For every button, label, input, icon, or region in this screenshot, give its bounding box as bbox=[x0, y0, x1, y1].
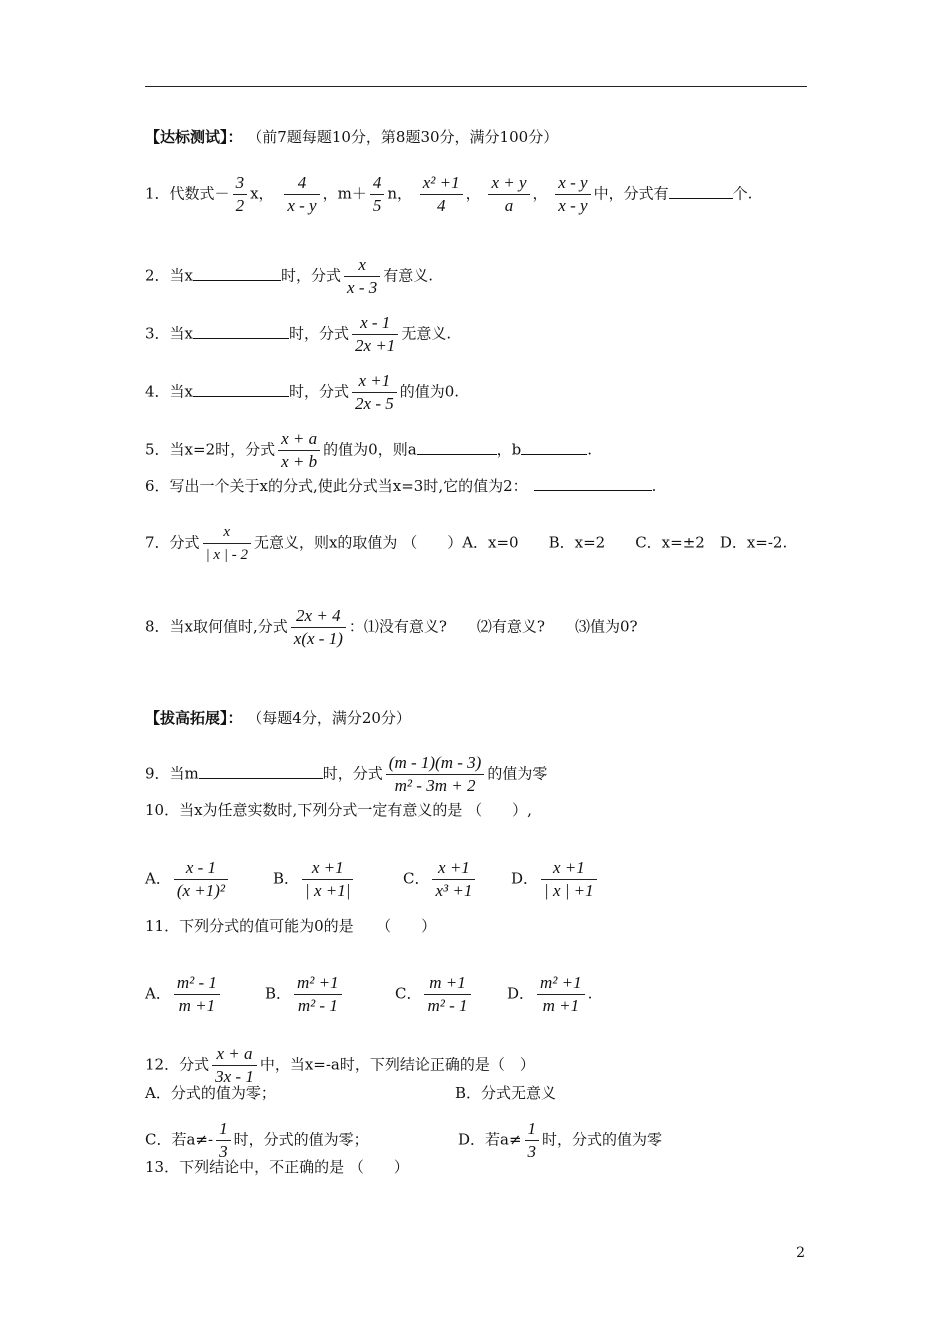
question-number: 1． bbox=[145, 184, 170, 203]
question-1: 1．代数式－ $\frac{3}{2}$ x， $\frac{4}{x - y}$ ，m＋ $\frac{4}{5}$ n， $\frac{\text{x² +1}}{4}$ ， $\frac{x + y}{a}$ ， $\frac{x - y}{x - y}$ 中，分式有 个. bbox=[145, 173, 753, 215]
option-a[interactable]: A． $\frac{x - 1}{\text{(x +1)²}}$ bbox=[145, 857, 273, 902]
option-b[interactable]: B． $\frac{x +1}{| x +1|}$ bbox=[273, 857, 403, 902]
answer-blank-b[interactable] bbox=[521, 438, 587, 455]
answer-blank[interactable] bbox=[199, 762, 323, 779]
question-10-options bbox=[145, 857, 600, 900]
question-5: 5．当x=2时，分式 $\frac{x + a}{x + b}$ 的值为0，则a ，b . bbox=[145, 429, 593, 471]
question-3: 3．当x 时，分式 $\frac{x - 1}{2x +1}$ 无意义. bbox=[145, 313, 452, 355]
page-number: 2 bbox=[796, 1245, 805, 1261]
fraction: $\frac{x +1}{\text{x³ +1}}$ bbox=[432, 857, 475, 902]
fraction: $\frac{x - 1}{\text{(x +1)²}}$ bbox=[174, 857, 228, 902]
fraction: $\frac{4}{5}$ bbox=[370, 172, 385, 217]
question-text: 代数式－ bbox=[169, 184, 230, 203]
question-12-option-d[interactable]: D．若a≠ $\frac{1}{3}$ 时，分式的值为零 bbox=[458, 1119, 663, 1161]
option-a[interactable]: A． $\frac{\text{m² - 1}}{m +1}$ bbox=[145, 972, 265, 1017]
question-12-option-c[interactable]: C．若a≠- $\frac{1}{3}$ 时，分式的值为零； bbox=[145, 1119, 369, 1161]
fraction: $\frac{x +1}{2x - 5}$ bbox=[352, 370, 397, 415]
header-rule bbox=[145, 86, 807, 87]
fraction: $\frac{4}{x - y}$ bbox=[284, 172, 319, 217]
fraction: $\frac{m +1}{\text{m² - 1}}$ bbox=[424, 972, 470, 1017]
question-13: 13．下列结论中，不正确的是 （ ） bbox=[145, 1158, 409, 1176]
question-6: 6．写出一个关于x的分式,使此分式当x=3时,它的值为2： . bbox=[145, 474, 656, 498]
fraction: $\frac{\text{x² +1}}{4}$ bbox=[420, 172, 463, 217]
section-title: 【拔高拓展】： bbox=[145, 709, 243, 727]
fraction: $\frac{1}{3}$ bbox=[525, 1118, 540, 1163]
answer-blank[interactable] bbox=[193, 264, 281, 281]
option-c[interactable]: C． $\frac{m +1}{\text{m² - 1}}$ bbox=[395, 972, 507, 1017]
option-d[interactable]: D． $\frac{x +1}{| x | +1}$ bbox=[511, 857, 600, 902]
question-7: 7．分式 $\frac{x}{| x | - 2}$ 无意义，则x的取值为 （ ）A．x=0 B．x=2 C．x=±2 D．x=-2. bbox=[145, 521, 787, 545]
fraction: $\frac{(m - 1)(m - 3)}{\text{m² - 3m + 2}}$ bbox=[386, 752, 485, 797]
fraction: $\frac{x + a}{3x - 1}$ bbox=[212, 1043, 257, 1088]
question-8: 8．当x取何值时,分式 $\frac{2x + 4}{x(x - 1)}$ ：⑴没有意义? ⑵有意义? ⑶值为0? bbox=[145, 606, 638, 648]
fraction: $\frac{3}{2}$ bbox=[233, 172, 248, 217]
answer-blank[interactable] bbox=[193, 322, 289, 339]
fraction: $\frac{x}{x - 3}$ bbox=[344, 254, 380, 299]
answer-blank[interactable] bbox=[669, 182, 733, 199]
option-d[interactable]: D． $\frac{\text{m² +1}}{m +1}$ . bbox=[507, 973, 593, 1015]
fraction: $\frac{\text{m² +1}}{m +1}$ bbox=[537, 972, 585, 1017]
fraction: $\frac{x +1}{| x +1|}$ bbox=[302, 857, 353, 902]
question-9: 9．当m 时，分式 $\frac{(m - 1)(m - 3)}{\text{m² - 3m + 2}}$ 的值为零 bbox=[145, 753, 548, 795]
fraction: $\frac{\text{m² - 1}}{m +1}$ bbox=[174, 972, 220, 1017]
option-c[interactable]: C． $\frac{x +1}{\text{x³ +1}}$ bbox=[403, 857, 511, 902]
section-note: （前7题每题10分，第8题30分，满分100分） bbox=[247, 128, 559, 146]
question-4: 4．当x 时，分式 $\frac{x +1}{2x - 5}$ 的值为0. bbox=[145, 371, 460, 413]
fraction: $\frac{\text{m² +1}}{\text{m² - 1}}$ bbox=[294, 972, 342, 1017]
question-10: 10．当x为任意实数时,下列分式一定有意义的是 （ ）, bbox=[145, 801, 532, 819]
answer-blank[interactable] bbox=[193, 380, 289, 397]
fraction: $\frac{x}{| x | - 2}$ bbox=[203, 521, 251, 566]
question-11-options bbox=[145, 972, 593, 1015]
question-12-option-a[interactable]: A．分式的值为零； bbox=[145, 1084, 276, 1102]
section-heading-2 bbox=[145, 706, 411, 730]
fraction: $\frac{x +1}{| x | +1}$ bbox=[541, 857, 597, 902]
question-12: 12．分式 $\frac{x + a}{3x - 1}$ 中，当x=-a时，下列结论正确的是（ ） bbox=[145, 1044, 535, 1086]
fraction: $\frac{x - y}{x - y}$ bbox=[555, 172, 590, 217]
fraction: $\frac{x + y}{a}$ bbox=[488, 172, 529, 217]
question-2: 2．当x 时，分式 $\frac{x}{x - 3}$ 有意义. bbox=[145, 255, 434, 297]
section-note: （每题4分，满分20分） bbox=[247, 709, 411, 727]
question-11: 11．下列分式的值可能为0的是 （ ） bbox=[145, 917, 437, 935]
fraction: $\frac{x - 1}{2x +1}$ bbox=[352, 312, 398, 357]
fraction: $\frac{x + a}{x + b}$ bbox=[278, 428, 320, 473]
answer-blank[interactable] bbox=[534, 474, 652, 491]
fraction: $\frac{1}{3}$ bbox=[216, 1118, 231, 1163]
option-b[interactable]: B． $\frac{\text{m² +1}}{\text{m² - 1}}$ bbox=[265, 972, 395, 1017]
question-12-option-b[interactable]: B．分式无意义 bbox=[455, 1084, 557, 1102]
section-title: 【达标测试】： bbox=[145, 128, 243, 146]
section-heading-1 bbox=[145, 125, 558, 149]
fraction: $\frac{2x + 4}{x(x - 1)}$ bbox=[291, 605, 346, 650]
answer-blank-a[interactable] bbox=[417, 438, 497, 455]
